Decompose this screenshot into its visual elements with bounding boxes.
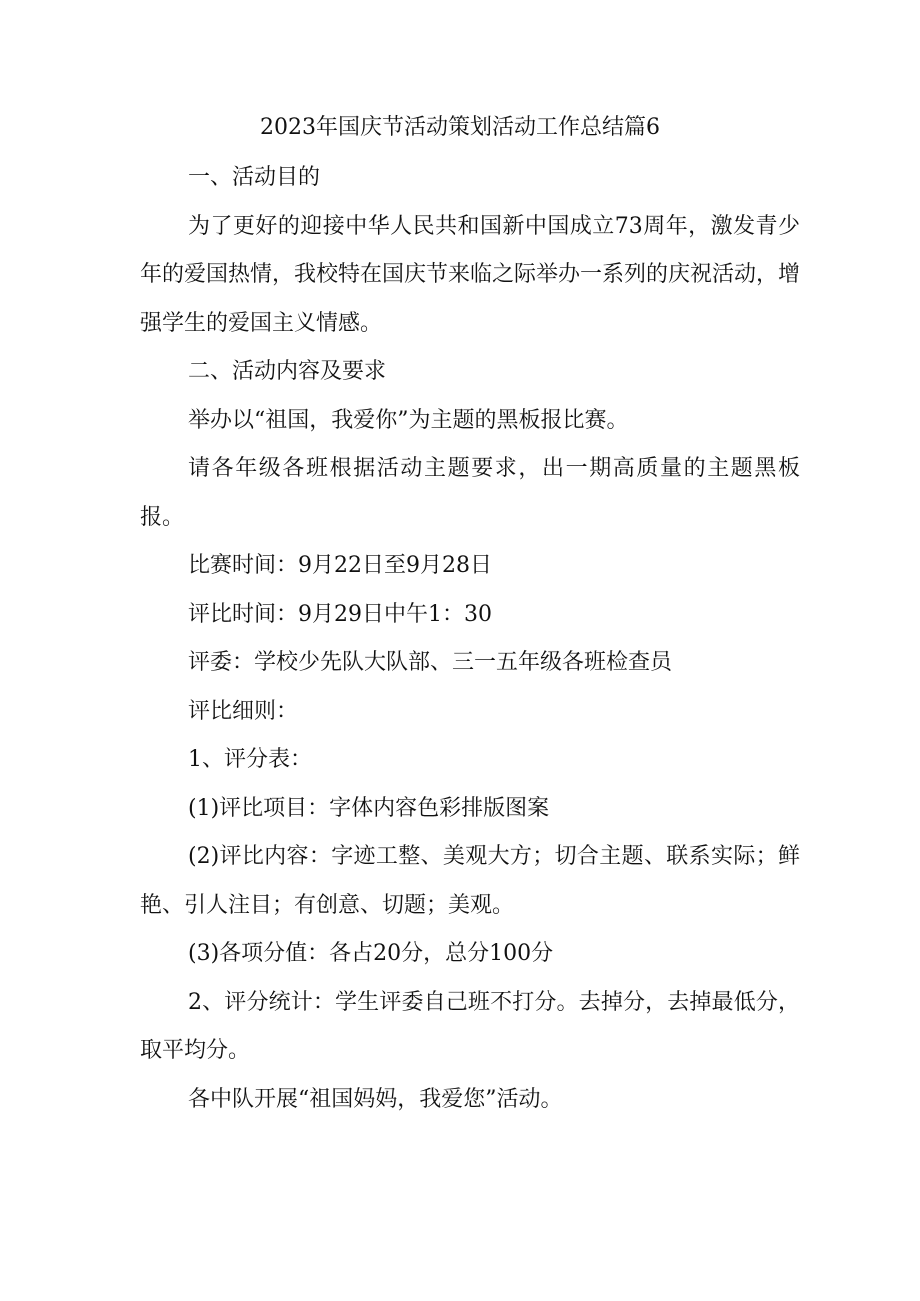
section-heading-content: 二、活动内容及要求 bbox=[188, 359, 387, 384]
section-heading-purpose: 一、活动目的 bbox=[188, 165, 321, 190]
paragraph-rules-heading: 评比细则： bbox=[188, 698, 299, 724]
paragraph-requirement: 请各年级各班根据活动主题要求，出一期高质量的主题黑板报。 bbox=[140, 456, 800, 530]
document-body bbox=[140, 154, 800, 1124]
paragraph-judges: 评委：学校少先队大队部、三一五年级各班检查员 bbox=[188, 650, 673, 675]
paragraph-criteria: (2)评比内容：字迹工整、美观大方；切合主题、联系实际；鲜艳、引人注目；有创意、切题；美观。 bbox=[140, 844, 800, 918]
document-title: 2023年国庆节活动策划活动工作总结篇6 bbox=[260, 115, 660, 140]
paragraph-items: (1)评比项目：字体内容色彩排版图案 bbox=[188, 795, 550, 821]
paragraph-blackboard: 举办以“祖国，我爱你”为主题的黑板报比赛。 bbox=[188, 407, 629, 433]
paragraph-competition-time: 比赛时间：9月22日至9月28日 bbox=[188, 553, 492, 578]
paragraph-score-values: (3)各项分值：各占20分，总分100分 bbox=[188, 941, 554, 966]
paragraph-score-statistics: 2、评分统计：学生评委自己班不打分。去掉分，去掉最低分，取平均分。 bbox=[140, 989, 800, 1063]
paragraph-squad-activity: 各中队开展“祖国妈妈，我爱您”活动。 bbox=[188, 1086, 563, 1112]
paragraph-judging-time: 评比时间：9月29日中午1：30 bbox=[188, 601, 492, 627]
paragraph-score-table: 1、评分表： bbox=[188, 747, 312, 772]
paragraph-purpose: 为了更好的迎接中华人民共和国新中国成立73周年，激发青少年的爱国热情，我校特在国庆节来临之际举办一系列的庆祝活动，增强学生的爱国主义情感。 bbox=[140, 213, 801, 336]
